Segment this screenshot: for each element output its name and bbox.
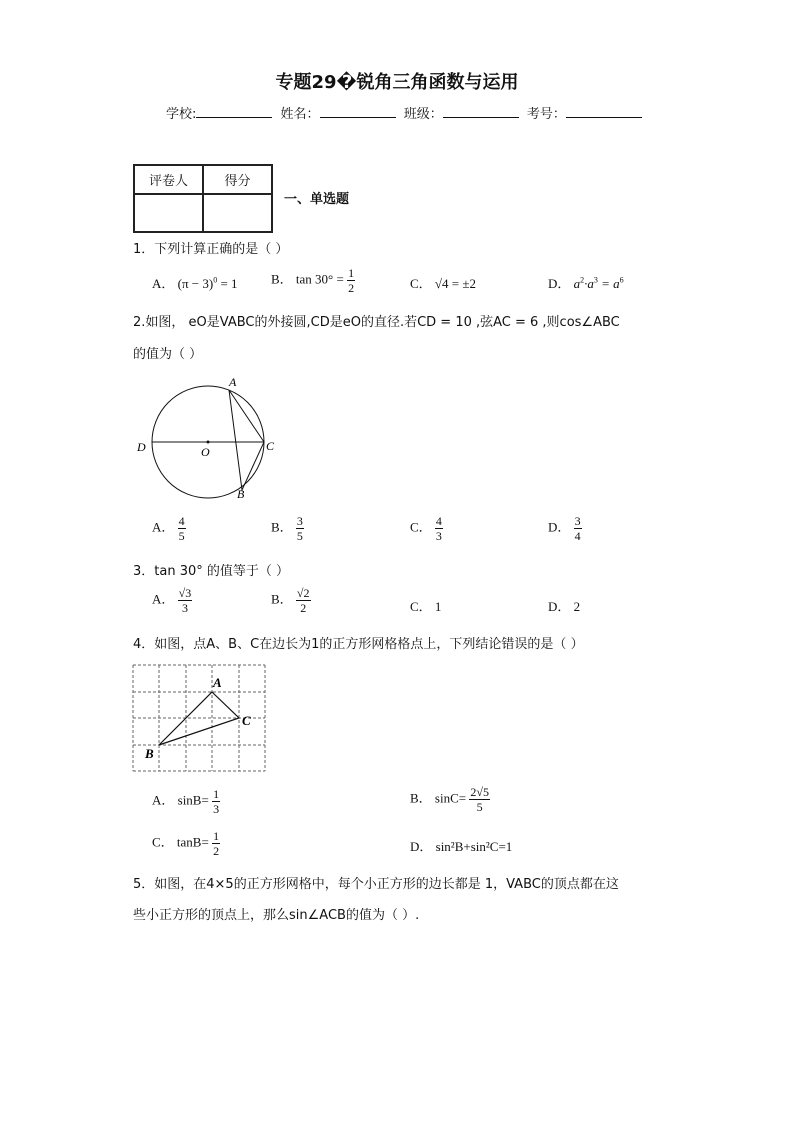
option-label: B． bbox=[271, 271, 293, 287]
q1-option-c bbox=[410, 273, 476, 292]
q1-a-rhs: = 1 bbox=[217, 276, 238, 291]
q1-a-expr: (π − 3) bbox=[177, 276, 214, 291]
section-title: 一、单选题 bbox=[284, 192, 350, 207]
score-cell bbox=[203, 194, 272, 232]
option-label: A． bbox=[152, 276, 175, 291]
q2-stem-line1: 2.如图， eO是VABC的外接圆,CD是eO的直径.若CD = 10 ,弦AC = 6 ,则cos∠ABC bbox=[133, 315, 620, 330]
option-label: C． bbox=[410, 519, 432, 535]
option-label: D． bbox=[410, 839, 433, 854]
option-label: A． bbox=[152, 519, 175, 535]
score-table bbox=[133, 164, 273, 233]
name-label: 姓名： bbox=[280, 107, 320, 122]
q4-option-b bbox=[410, 785, 490, 814]
school-blank bbox=[196, 105, 272, 118]
label-d: D bbox=[137, 440, 146, 454]
q4-option-d bbox=[410, 836, 512, 855]
option-label: A． bbox=[152, 591, 175, 607]
q1-stem: 1．下列计算正确的是（ ） bbox=[133, 242, 289, 257]
q3-option-b bbox=[271, 586, 311, 615]
q2-d-fraction: $\frac{3}{4}$ bbox=[574, 514, 581, 543]
q3-d-value: 2 bbox=[573, 599, 581, 614]
q4-b-fraction: $\frac{2√5}{5}$ bbox=[470, 785, 489, 814]
grader-cell bbox=[134, 194, 203, 232]
q1-option-a bbox=[152, 273, 238, 292]
option-label: B． bbox=[410, 790, 432, 806]
class-blank bbox=[443, 105, 519, 118]
id-label: 考号： bbox=[526, 107, 566, 122]
option-label: C． bbox=[410, 599, 432, 614]
school-label: 学校: bbox=[166, 107, 197, 122]
q3-b-fraction: $\frac{√2}{2}$ bbox=[296, 586, 310, 615]
id-blank bbox=[566, 105, 642, 118]
q5-stem-line2: 些小正方形的顶点上，那么sin∠ACB的值为（ ）. bbox=[133, 908, 420, 923]
q4-d-expr: sin²B+sin²C=1 bbox=[435, 839, 513, 854]
q4-option-a bbox=[152, 787, 220, 816]
label-a: A bbox=[229, 375, 237, 389]
q2-a-fraction: $\frac{4}{5}$ bbox=[178, 514, 185, 543]
q2-option-b bbox=[271, 514, 304, 543]
option-label: C． bbox=[152, 834, 174, 850]
q2-c-fraction: $\frac{4}{3}$ bbox=[435, 514, 442, 543]
label-a: A bbox=[213, 675, 222, 690]
q4-grid-figure bbox=[130, 662, 270, 777]
option-label: C． bbox=[410, 276, 432, 291]
q4-c-expr: tanB= bbox=[176, 834, 209, 850]
label-o: O bbox=[201, 445, 210, 459]
q1-c-expr: √4 = ±2 bbox=[434, 276, 477, 291]
q3-option-a bbox=[152, 586, 192, 615]
q1-b-expr: tan 30° = bbox=[295, 271, 348, 287]
q4-b-expr: sinC= bbox=[434, 790, 467, 806]
label-b: B bbox=[145, 746, 154, 761]
q2-option-c bbox=[410, 514, 443, 543]
page-title: 专题29�锐角三角函数与运用 bbox=[275, 72, 519, 93]
option-label: D． bbox=[548, 599, 571, 614]
q1-b-fraction: $\frac{1}{2}$ bbox=[348, 266, 355, 295]
q4-stem: 4．如图，点A、B、C在边长为1的正方形网格格点上，下列结论错误的是（ ） bbox=[133, 637, 584, 652]
q3-option-d bbox=[548, 596, 580, 615]
q1-d-a: a bbox=[573, 276, 581, 291]
option-label: A． bbox=[152, 792, 175, 808]
label-c: C bbox=[266, 439, 275, 453]
q2-stem-line2: 的值为（ ） bbox=[133, 347, 203, 362]
option-label: B． bbox=[271, 519, 293, 535]
option-label: D． bbox=[548, 519, 571, 535]
name-blank bbox=[320, 105, 396, 118]
q1-option-b bbox=[271, 266, 355, 295]
triangle-abc bbox=[229, 390, 264, 490]
q2-b-fraction: $\frac{3}{5}$ bbox=[296, 514, 303, 543]
q3-stem: 3．tan 30° 的值等于（ ） bbox=[133, 564, 290, 579]
q1-option-d: D． $a^2\cdot a^3 = a^6$ bbox=[548, 275, 624, 291]
q4-a-expr: sinB= bbox=[177, 792, 209, 808]
q4-option-c bbox=[152, 829, 220, 858]
option-label: D． bbox=[548, 276, 571, 291]
q4-a-fraction: $\frac{1}{3}$ bbox=[213, 787, 220, 816]
grader-header: 评卷人 bbox=[134, 165, 203, 194]
q1-a-exp: 0 bbox=[213, 275, 218, 285]
label-b: B bbox=[237, 487, 245, 501]
class-label: 班级： bbox=[403, 107, 443, 122]
q4-c-fraction: $\frac{1}{2}$ bbox=[213, 829, 220, 858]
student-info-line bbox=[166, 103, 646, 122]
q2-option-a bbox=[152, 514, 186, 543]
label-c: C bbox=[242, 713, 251, 728]
score-header: 得分 bbox=[203, 165, 272, 194]
q3-c-value: 1 bbox=[434, 599, 442, 614]
q5-stem-line1: 5．如图，在4×5的正方形网格中，每个小正方形的边长都是 1，VABC的顶点都在这 bbox=[133, 877, 619, 892]
q3-a-fraction: $\frac{√3}{3}$ bbox=[178, 586, 192, 615]
q2-circle-figure bbox=[130, 370, 290, 505]
q3-option-c bbox=[410, 596, 441, 615]
q2-option-d bbox=[548, 514, 582, 543]
center-point bbox=[207, 441, 210, 444]
option-label: B． bbox=[271, 591, 293, 607]
